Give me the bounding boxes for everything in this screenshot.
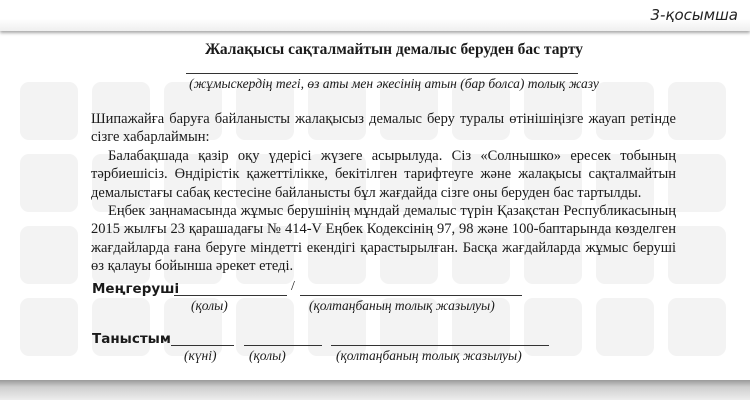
footer-band <box>0 380 750 400</box>
body-paragraph: Шипажайға баруға байланысты жалақысыз демалыс беру туралы өтінішіңізге жауап ретінде сізге хабарлаймын: <box>91 111 676 146</box>
signature-separator: / <box>291 279 295 294</box>
manager-label: Меңгеруші <box>92 281 180 297</box>
acquainted-signature-caption: (қолы) <box>249 348 286 363</box>
employee-name-blank <box>186 73 578 74</box>
acquainted-fullname-blank <box>331 345 549 346</box>
body-paragraph: Балабақшада қазір оқу үдерісі жүзеге асырылуда. Сіз «Солнышко» ересек тобының тәрбиешісіз. Өндірістік қажеттілікке, бекітілген тарифтеуге және жалақысы сақталмайтын демалыстағы сабақ кестесіне байланысты бұл жағдайда сізге оны беруден бас тартылды. <box>91 147 676 201</box>
body-paragraph: Еңбек заңнамасында жұмыс берушінің мұндай демалыс түрін Қазақстан Республикасының 2015 жылғы 23 қарашадағы № 414-V Еңбек Кодексінің 97, 98 және 100-баптарында көзделген жағдайларда ғана беруге міндетті екендігі қарастырылған. Басқа жағдайларда жұмыс беруші өз қалауы бойынша әрекет етеді. <box>91 203 676 275</box>
manager-signature-blank <box>174 295 287 296</box>
acquainted-fullname-caption: (қолтаңбаның толық жазылуы) <box>336 348 522 363</box>
acquainted-signature-blank <box>244 345 322 346</box>
acquainted-date-caption: (күні) <box>184 348 217 363</box>
acquainted-label: Таныстым <box>92 331 171 347</box>
document-title: Жалақысы сақталмайтын демалыс беруден бас тарту <box>204 41 584 58</box>
manager-fullname-blank <box>300 295 522 296</box>
appendix-label: 3-қосымша <box>650 6 738 24</box>
header-band <box>0 0 750 31</box>
document-body <box>91 110 676 276</box>
manager-fullname-caption: (қолтаңбаның толық жазылуы) <box>309 298 495 313</box>
acquainted-date-blank <box>171 345 234 346</box>
employee-name-caption: (жұмыскердің тегі, өз аты мен әкесінің атын (бар болса) толық жазу <box>189 76 599 91</box>
manager-signature-caption: (қолы) <box>191 298 228 313</box>
